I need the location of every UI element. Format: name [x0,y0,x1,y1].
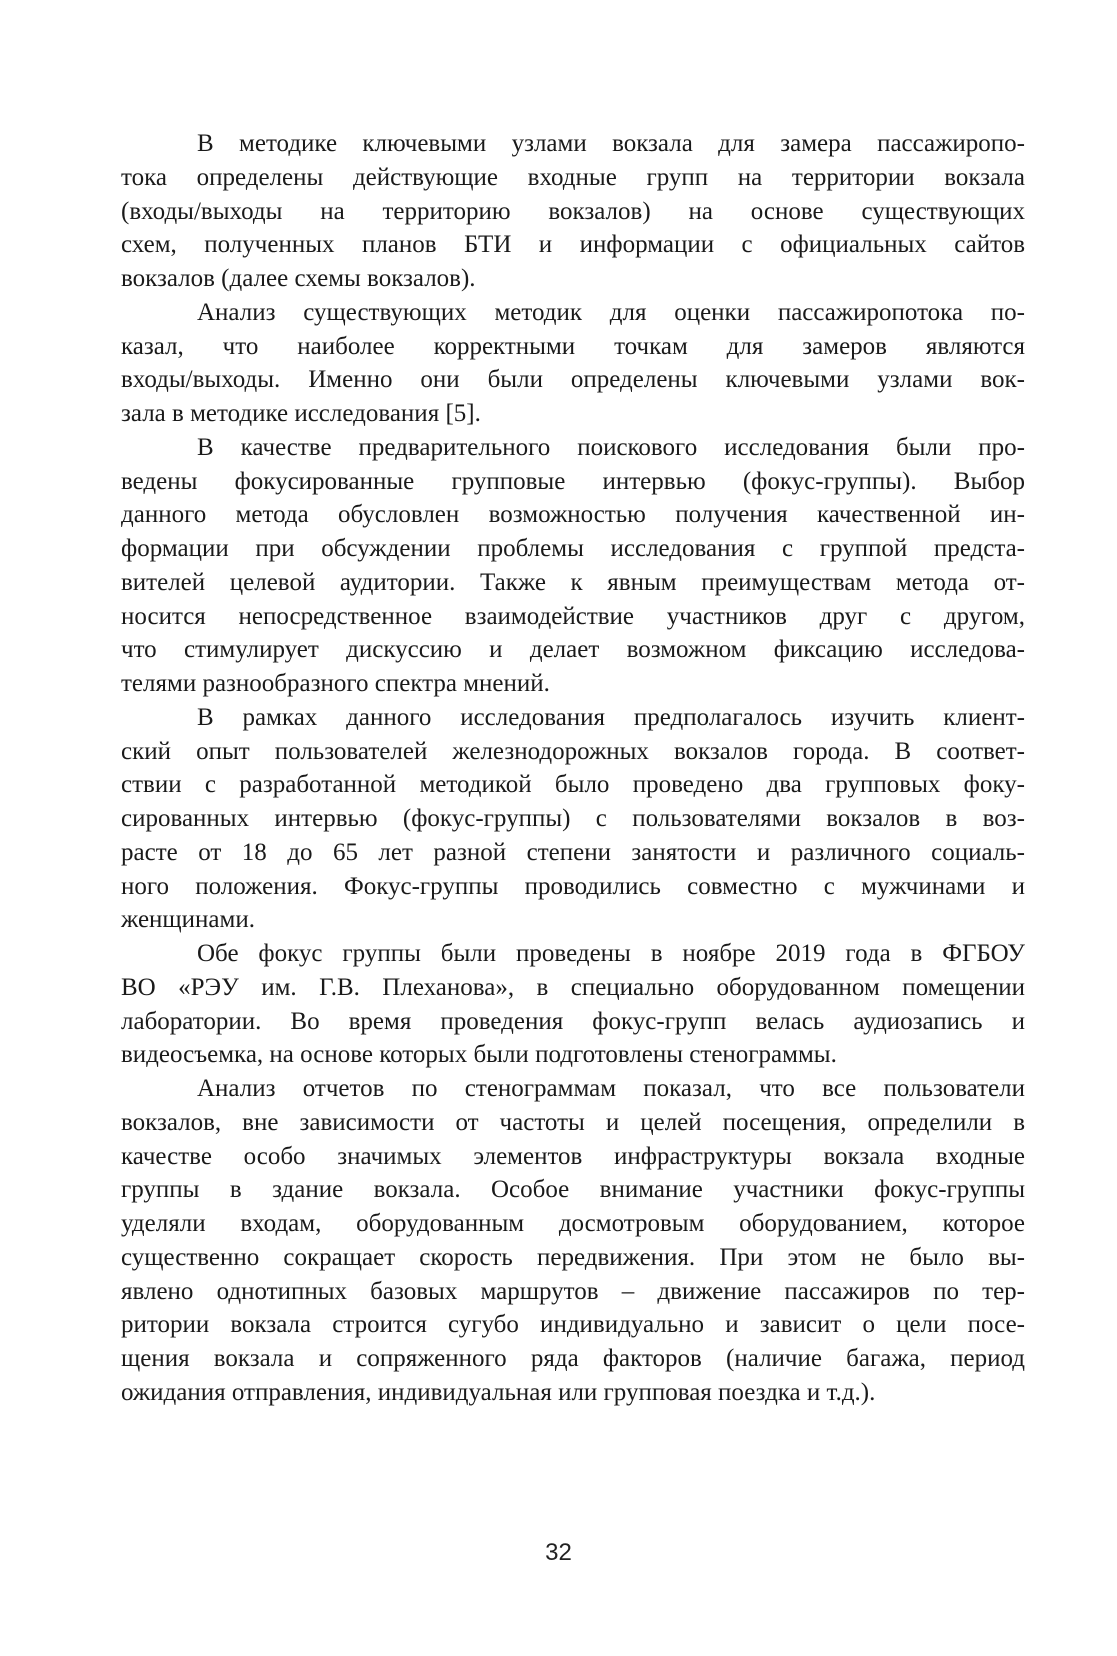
paragraph-2-line-4: зала в методике исследования [5]. [121,400,481,427]
paragraph-4-line-4: сированных интервью (фокус-группы) с пользователями вокзалов в воз- [121,805,1025,832]
paragraph-6-line-3: качестве особо значимых элементов инфраструктуры вокзала входные [121,1142,1025,1170]
paragraph-6-line-6: существенно сокращает скорость передвижения. При этом не было вы- [121,1243,1025,1271]
body-text [121,127,1025,1410]
paragraph-5-line-2: ВО «РЭУ им. Г.В. Плеханова», в специально оборудованном помещении [121,973,1025,1001]
paragraph-3-line-4: формации при обсуждении проблемы исследования с группой предста- [121,535,1025,562]
paragraph-6-line-7: явлено однотипных базовых маршрутов – движение пассажиров по тер- [121,1277,1025,1305]
paragraph-3-line-2: ведены фокусированные групповые интервью (фокус-группы). Выбор [121,467,1025,495]
paragraph-1-line-4: схем, полученных планов БТИ и информации с официальных сайтов [121,231,1025,259]
paragraph-6-line-4: группы в здание вокзала. Особое внимание участники фокус-группы [121,1176,1025,1204]
paragraph-6-line-5: уделяли входам, оборудованным досмотровым оборудованием, которое [121,1210,1025,1237]
paragraph-2-line-2: казал, что наиболее корректными точкам для замеров являются [121,332,1025,360]
paragraph-4-line-1: В рамках данного исследования предполагалось изучить клиент- [197,703,1025,731]
paragraph-6-line-1: Анализ отчетов по стенограммам показал, что все пользователи [197,1075,1025,1102]
paragraph-1-line-3: (входы/выходы на территорию вокзалов) на основе существующих [121,197,1025,225]
paragraph-6-line-10: ожидания отправления, индивидуальная или групповая поездка и т.д.). [121,1378,876,1406]
paragraph-4-line-5: расте от 18 до 65 лет разной степени занятости и различного социаль- [121,838,1025,866]
paragraph-3-line-6: носится непосредственное взаимодействие участников друг с другом, [121,602,1025,630]
paragraph-6-line-2: вокзалов, вне зависимости от частоты и целей посещения, определили в [121,1108,1025,1136]
paragraph-1-line-1: В методике ключевыми узлами вокзала для замера пассажиропо- [197,130,1025,157]
paragraph-6-line-9: щения вокзала и сопряженного ряда факторов (наличие багажа, период [121,1345,1025,1372]
paragraph-2-line-1: Анализ существующих методик для оценки пассажиропотока по- [197,298,1025,326]
paragraph-3-line-5: вителей целевой аудитории. Также к явным преимуществам метода от- [121,568,1025,596]
paragraph-3-line-3: данного метода обусловлен возможностью получения качественной ин- [121,501,1025,529]
paragraph-2-line-3: входы/выходы. Именно они были определены ключевыми узлами вок- [121,366,1025,394]
paragraph-5-line-4: видеосъемка, на основе которых были подготовлены стенограммы. [121,1041,837,1069]
paragraph-4-line-3: ствии с разработанной методикой было проведено два групповых фоку- [121,771,1025,799]
paragraph-4-line-6: ного положения. Фокус-группы проводились совместно с мужчинами и [121,872,1025,900]
paragraph-6-line-8: ритории вокзала строится сугубо индивидуально и зависит о цели посе- [121,1311,1025,1339]
paragraph-4-line-7: женщинами. [121,906,255,934]
paragraph-3-line-7: что стимулирует дискуссию и делает возможном фиксацию исследова- [121,636,1025,664]
paragraph-5-line-1: Обе фокус группы были проведены в ноябре 2019 года в ФГБОУ [197,940,1025,967]
paragraph-3-line-8: телями разнообразного спектра мнений. [121,670,550,697]
paragraph-1-line-2: тока определены действующие входные групп на территории вокзала [121,163,1025,191]
paragraph-5-line-3: лаборатории. Во время проведения фокус-групп велась аудиозапись и [121,1007,1025,1035]
page-number: 32 [545,1539,572,1566]
paragraph-4-line-2: ский опыт пользователей железнодорожных вокзалов города. В соответ- [121,737,1025,765]
paragraph-3-line-1: В качестве предварительного поискового исследования были про- [197,433,1025,461]
paragraph-1-line-5: вокзалов (далее схемы вокзалов). [121,265,476,292]
